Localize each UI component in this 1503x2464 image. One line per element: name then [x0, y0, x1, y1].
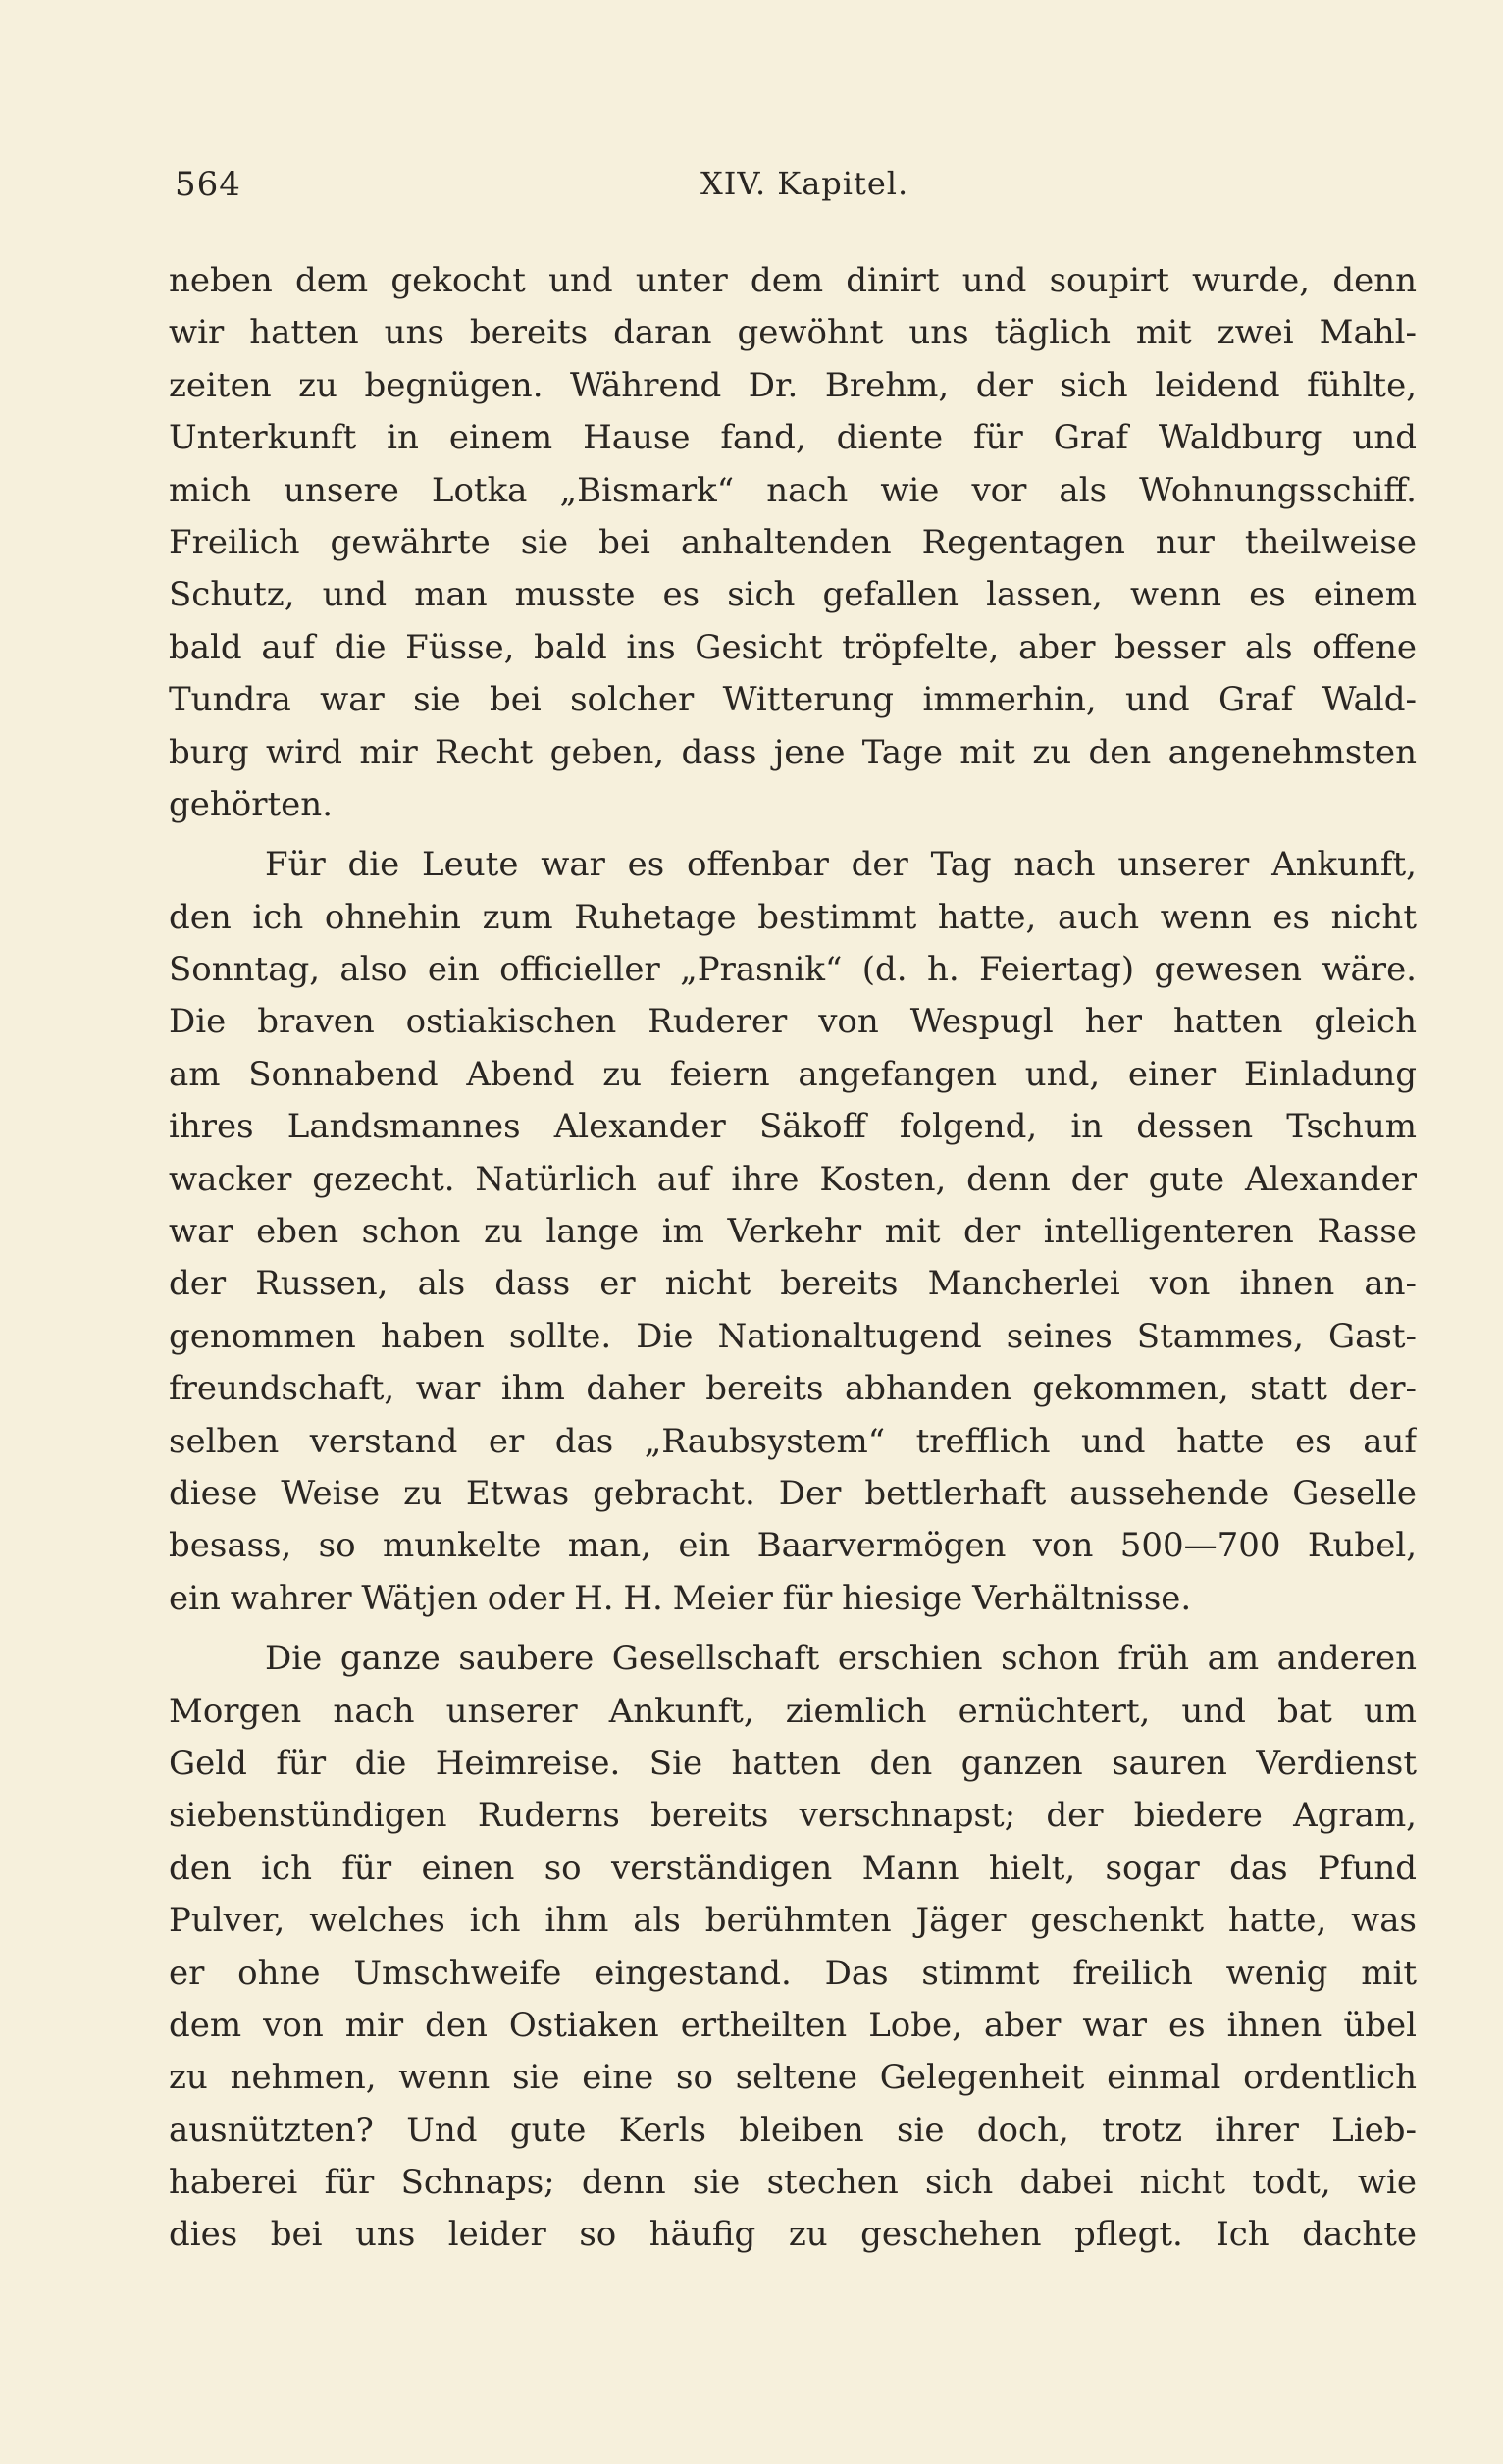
text-line: den ich ohnehin zum Ruhetage bestimmt hatte, auch wenn es nicht — [169, 897, 1417, 937]
body-text — [169, 255, 1417, 2262]
text-line: wacker gezecht. Natürlich auf ihre Kosten, denn der gute Alexander — [169, 1159, 1417, 1199]
text-line: er ohne Umschweife eingestand. Das stimmt freilich wenig mit — [169, 1953, 1417, 1993]
paragraph-2 — [169, 839, 1417, 1625]
text-line: genommen haben sollte. Die Nationaltugend seines Stammes, Gast- — [169, 1316, 1417, 1356]
text-line: wir hatten uns bereits daran gewöhnt uns täglich mit zwei Mahl- — [169, 313, 1417, 353]
text-line: mich unsere Lotka „Bismark“ nach wie vor als Wohnungsschiff. — [169, 470, 1417, 510]
text-line: freundschaft, war ihm daher bereits abhanden gekommen, statt der- — [169, 1369, 1417, 1409]
text-line: haberei für Schnaps; denn sie stechen sich dabei nicht todt, wie — [169, 2163, 1417, 2203]
text-line: am Sonnabend Abend zu feiern angefangen und, einer Einladung — [169, 1054, 1417, 1094]
text-line: Pulver, welches ich ihm als berühmten Jäger geschenkt hatte, was — [169, 1901, 1417, 1941]
text-line: war eben schon zu lange im Verkehr mit der intelligenteren Rasse — [169, 1212, 1417, 1252]
text-line: burg wird mir Recht geben, dass jene Tage mit zu den angenehmsten — [169, 732, 1417, 772]
text-line: neben dem gekocht und unter dem dinirt und soupirt wurde, denn — [169, 261, 1417, 300]
text-line: ihres Landsmannes Alexander Säkoff folgend, in dessen Tschum — [169, 1107, 1417, 1147]
text-line: Geld für die Heimreise. Sie hatten den ganzen sauren Verdienst — [169, 1743, 1417, 1783]
text-line: Sonntag, also ein officieller „Prasnik“ (d. h. Feiertag) gewesen wäre. — [169, 950, 1417, 990]
text-line: selben verstand er das „Raubsystem“ trefflich und hatte es auf — [169, 1421, 1417, 1461]
text-line: gehörten. — [169, 784, 333, 824]
text-line: ein wahrer Wätjen oder H. H. Meier für hiesige Verhältnisse. — [169, 1578, 1192, 1618]
text-line: Tundra war sie bei solcher Witterung immerhin, und Graf Wald- — [169, 680, 1417, 720]
text-line: zeiten zu begnügen. Während Dr. Brehm, der sich leidend fühlte, — [169, 365, 1417, 405]
text-line: Unterkunft in einem Hause fand, diente für Graf Waldburg und — [169, 418, 1417, 458]
text-line: bald auf die Füsse, bald ins Gesicht tröpfelte, aber besser als offene — [169, 627, 1417, 667]
text-line: zu nehmen, wenn sie eine so seltene Gelegenheit einmal ordentlich — [169, 2058, 1417, 2098]
text-line: diese Weise zu Etwas gebracht. Der bettlerhaft aussehende Geselle — [169, 1473, 1417, 1513]
paragraph-1 — [169, 255, 1417, 831]
text-line: besass, so munkelte man, ein Baarvermögen von 500—700 Rubel, — [169, 1526, 1417, 1566]
text-line: der Russen, als dass er nicht bereits Mancherlei von ihnen an- — [169, 1264, 1417, 1304]
text-line: siebenstündigen Ruderns bereits verschnapst; der biedere Agram, — [169, 1796, 1417, 1836]
page-header — [175, 165, 1417, 214]
text-line: ausnützten? Und gute Kerls bleiben sie doch, trotz ihrer Lieb- — [169, 2110, 1417, 2150]
text-line: Freilich gewährte sie bei anhaltenden Regentagen nur theilweise — [169, 522, 1417, 562]
running-head: XIV. Kapitel. — [700, 165, 909, 202]
text-line: Die ganze saubere Gesellschaft erschien schon früh am anderen — [265, 1639, 1417, 1679]
paragraph-3 — [169, 1633, 1417, 2262]
text-line: den ich für einen so verständigen Mann hielt, sogar das Pfund — [169, 1848, 1417, 1888]
text-line: Schutz, und man musste es sich gefallen lassen, wenn es einem — [169, 575, 1417, 615]
text-line: dies bei uns leider so häufig zu geschehen pflegt. Ich dachte — [169, 2215, 1417, 2255]
text-line: dem von mir den Ostiaken ertheilten Lobe, aber war es ihnen übel — [169, 2005, 1417, 2045]
text-line: Die braven ostiakischen Ruderer von Wespugl her hatten gleich — [169, 1002, 1417, 1042]
page-number: 564 — [175, 165, 241, 204]
text-line: Morgen nach unserer Ankunft, ziemlich ernüchtert, und bat um — [169, 1691, 1417, 1731]
text-line: Für die Leute war es offenbar der Tag nach unserer Ankunft, — [265, 845, 1417, 885]
